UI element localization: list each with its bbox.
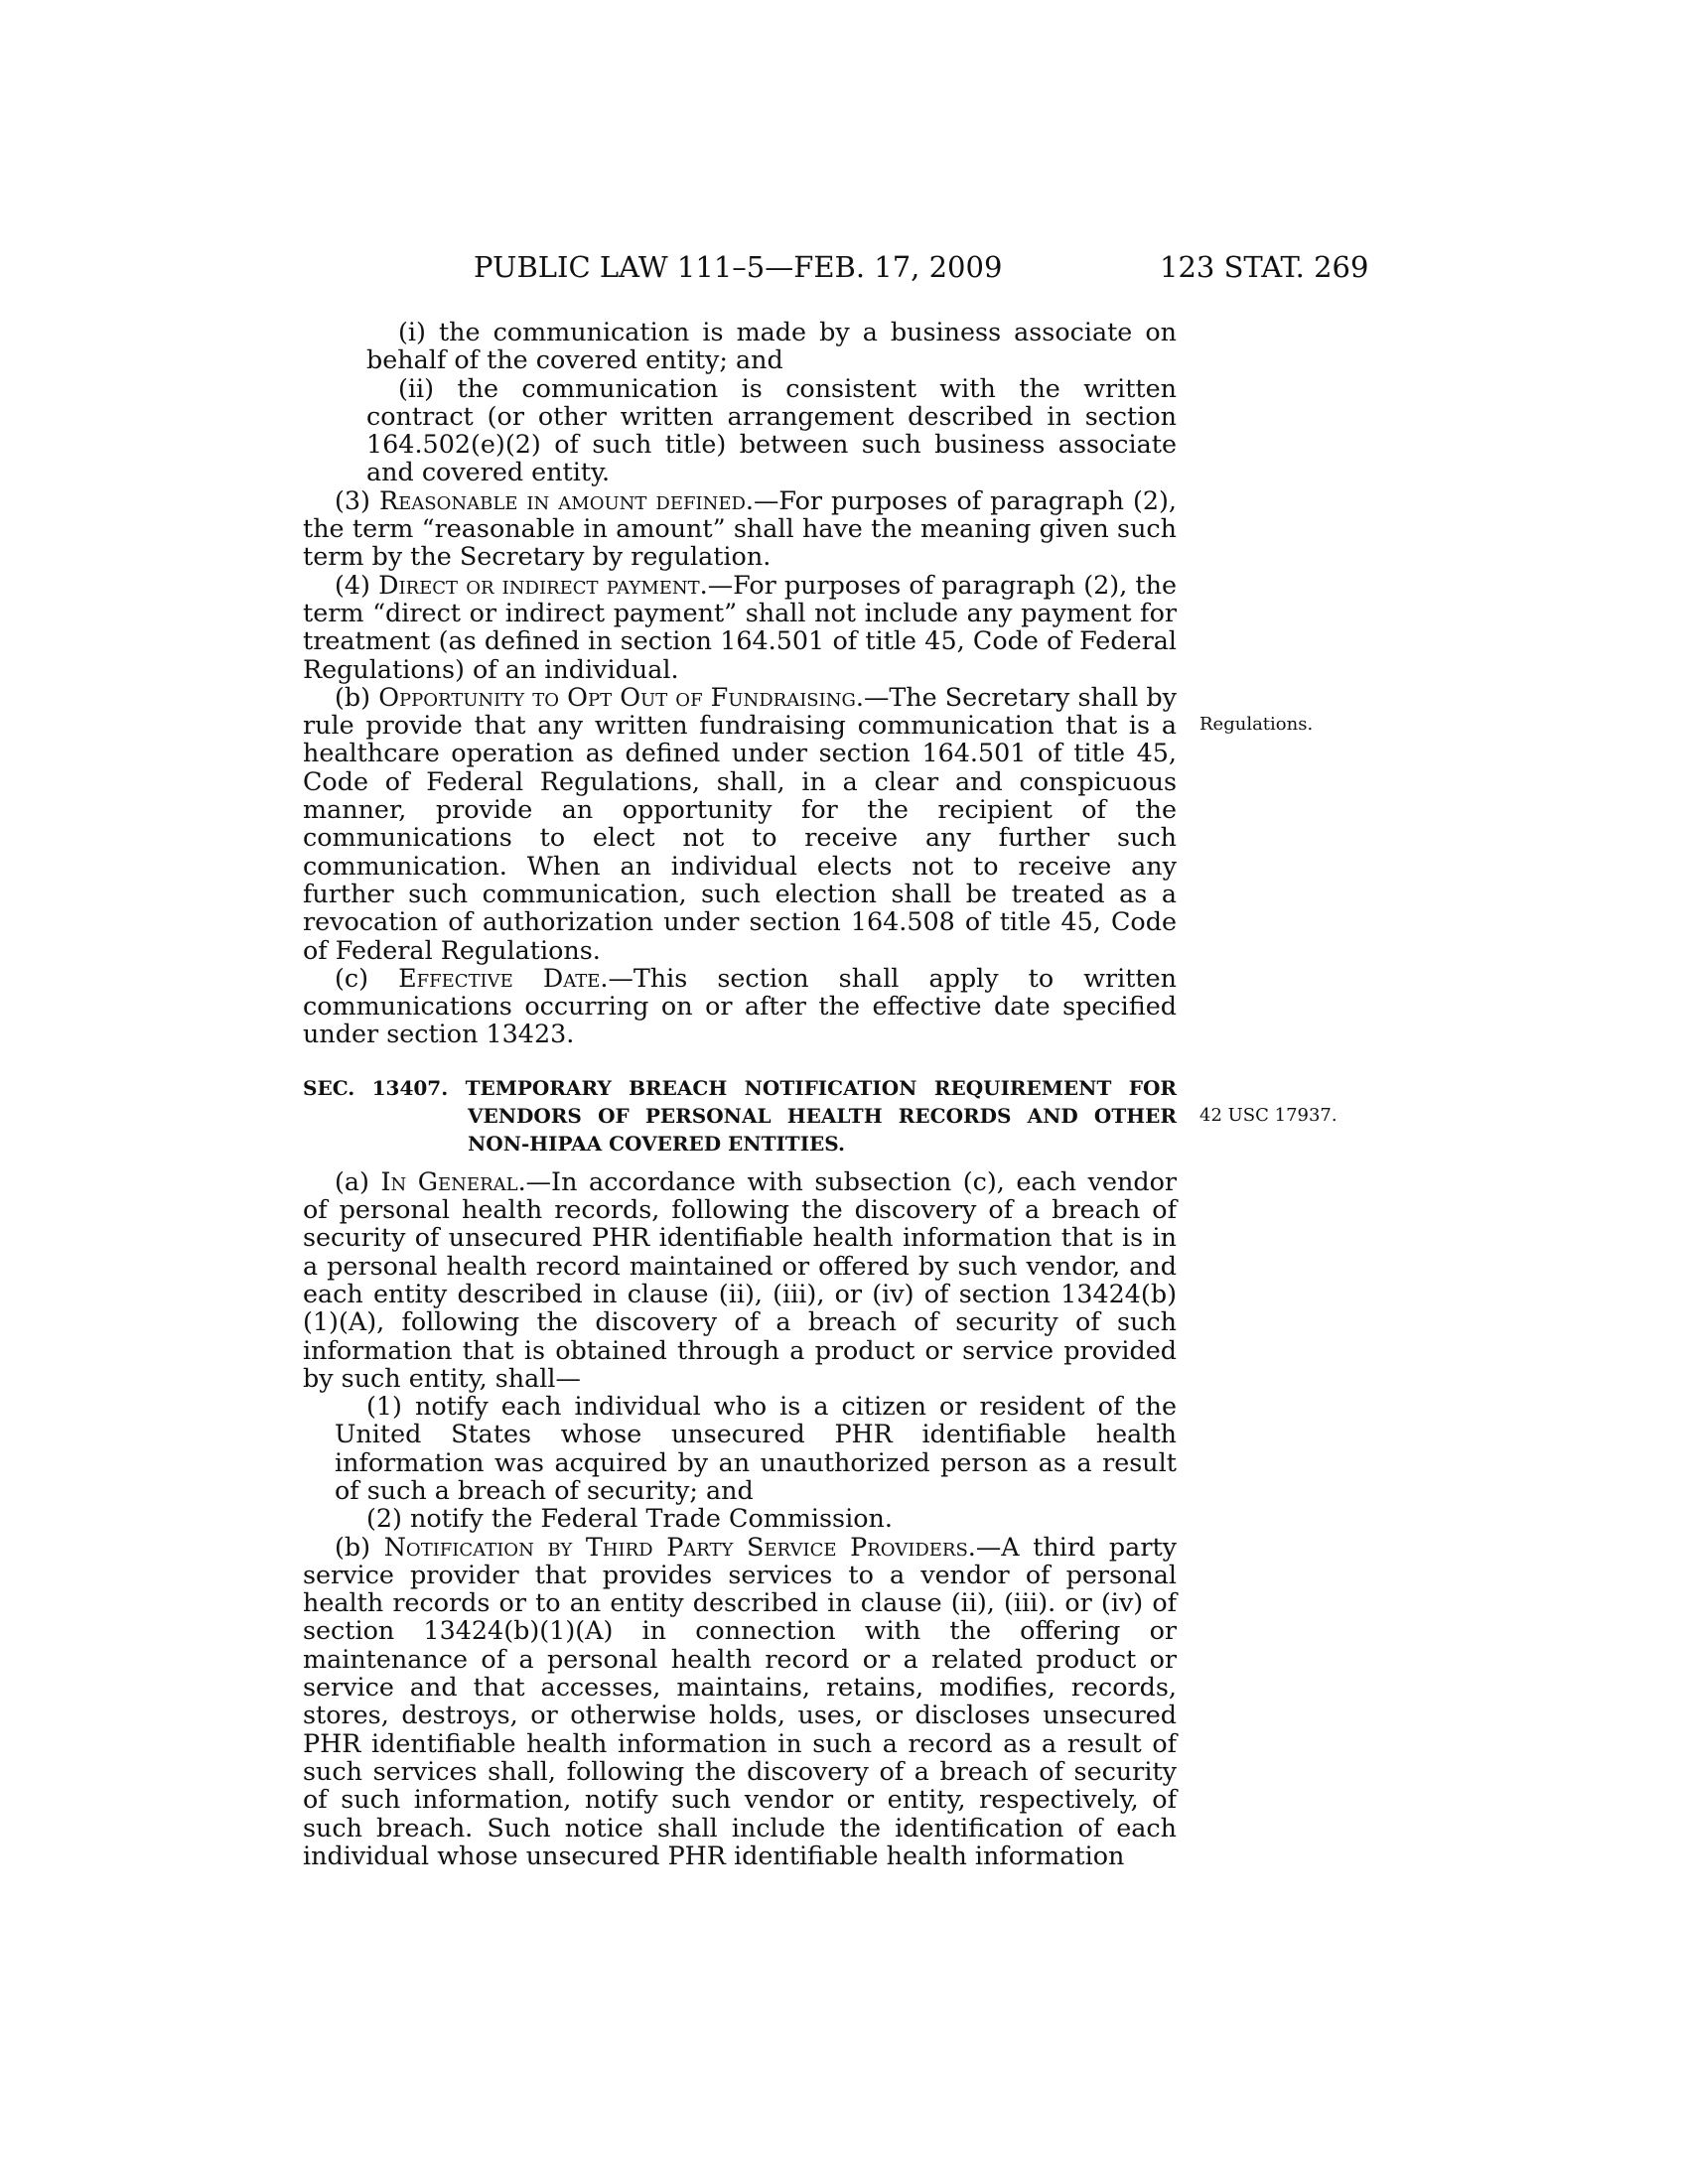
clause-i: (i) the communication is made by a business associate on behalf of the covered entity; and — [366, 317, 1177, 375]
section-subsection-b-text: —A third party service provider that provides services to a vendor of personal health records or to an entity described in clause (ii), (iii). or (iv) of section 13424(b)(1)(A) in connection with the offering or maintenance of a personal health record or a related product or service and that accesses, maintains, retains, modifies, records, stores, destroys, or otherwise holds, uses, or discloses unsecured PHR identifiable health information in such a record as a result of such services shall, following the discovery of a breach of security of such information, notify such vendor or entity, respectively, of such breach. Such notice shall include the identification of each individual whose unsecured PHR identifiable health information — [303, 1531, 1178, 1870]
margin-note-usc: 42 USC 17937. — [1199, 1105, 1337, 1126]
subsection-c-number: (c) — [335, 962, 369, 993]
subsection-b — [303, 683, 1177, 964]
section-subsection-b-number: (b) — [335, 1531, 371, 1562]
page-stat-number: 123 STAT. 269 — [1160, 250, 1369, 284]
page-body — [303, 318, 1177, 1869]
subsection-b-heading: Opportunity to Opt Out of Fundraising. — [378, 681, 864, 712]
subsection-c-text: —This section shall apply to written communications occurring on or after the effective date specified under section 13423. — [303, 962, 1178, 1049]
section-item-1: (1) notify each individual who is a citizen or resident of the United States whose unsecured PHR identifiable health information was acquired by an unauthorized person as a result of such a breach of security; and — [335, 1391, 1177, 1505]
section-item-2: (2) notify the Federal Trade Commission. — [366, 1503, 893, 1534]
margin-note-regulations: Regulations. — [1199, 714, 1314, 735]
section-subsection-a — [303, 1167, 1177, 1392]
section-subsection-a-number: (a) — [335, 1165, 369, 1196]
section-subsection-a-heading: In General. — [380, 1165, 526, 1196]
paragraph-3 — [303, 486, 1177, 571]
subsection-b-text: —The Secretary shall by rule provide that any written fundraising communication that is a healthcare operation as defined under section 164.501 of title 45, Code of Federal Regulations, shall, in a clear and conspicuous manner, provide an opportunity for the recipient of the communications to elect not to receive any further such communication. When an individual elects not to receive any further such communication, such election shall be treated as a revocation of authorization under section 164.508 of title 45, Code of Federal Regulations. — [303, 681, 1177, 965]
running-header-law: PUBLIC LAW 111–5—FEB. 17, 2009 — [474, 250, 1003, 284]
paragraph-4 — [303, 571, 1177, 683]
paragraph-4-heading: Direct or indirect payment. — [378, 569, 708, 600]
paragraph-3-number: (3) — [335, 484, 370, 515]
paragraph-4-number: (4) — [335, 569, 370, 600]
subsection-b-number: (b) — [335, 681, 371, 712]
paragraph-3-text: —For purposes of paragraph (2), the term “reasonable in amount” shall have the meaning given such term by the Secretary by regulation. — [303, 484, 1177, 572]
paragraph-4-text: —For purposes of paragraph (2), the term “direct or indirect payment” shall not include any payment for treatment (as defined in section 164.501 of title 45, Code of Federal Regulations) of an individual. — [303, 569, 1177, 684]
clause-ii: (ii) the communication is consistent with the written contract (or other written arrangement described in section 164.502(e)(2) of such title) between such business associate and covered entity. — [366, 372, 1177, 487]
section-heading: SEC. 13407. TEMPORARY BREACH NOTIFICATION REQUIREMENT FOR VENDORS OF PERSONAL HEALTH RECORDS AND OTHER NON-HIPAA COVERED ENTITIES. — [303, 1075, 1177, 1156]
section-subsection-b-heading: Notification by Third Party Service Providers. — [383, 1531, 976, 1562]
paragraph-3-heading: Reasonable in amount defined. — [379, 484, 754, 515]
section-subsection-a-text: —In accordance with subsection (c), each vendor of personal health records, following the discovery of a breach of security of unsecured PHR identifiable health information that is in a personal health record maintained or offered by such vendor, and each entity described in clause (ii), (iii), or (iv) of section 13424(b)(1)(A), following the discovery of a breach of security of such information that is obtained through a product or service provided by such entity, shall— — [303, 1165, 1177, 1393]
subsection-c — [303, 964, 1177, 1048]
section-subsection-b — [303, 1533, 1177, 1870]
subsection-c-heading: Effective Date. — [398, 962, 609, 993]
